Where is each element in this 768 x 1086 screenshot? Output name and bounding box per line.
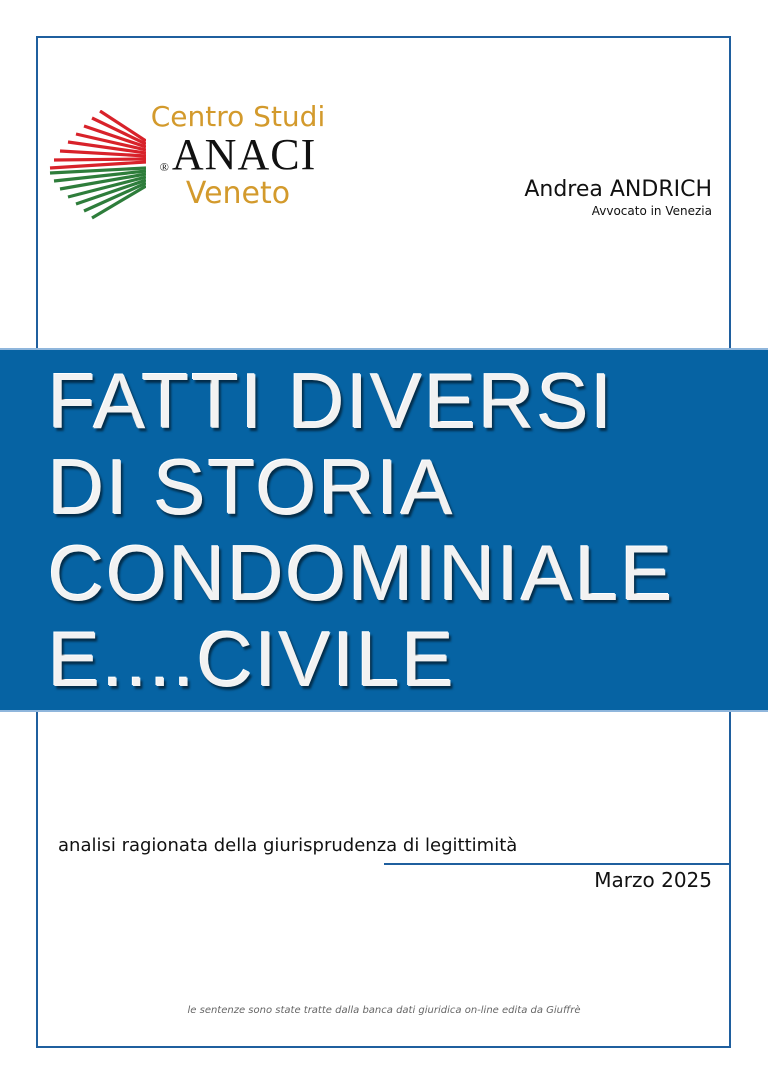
author-role: Avvocato in Venezia: [591, 204, 712, 218]
logo-rays-icon: [46, 110, 146, 220]
footer-note: le sentenze sono state tratte dalla banca dati giuridica on-line edita da Giuffrè: [187, 1005, 581, 1016]
author-name: Andrea ANDRICH: [524, 177, 712, 202]
anaci-logo: [46, 100, 336, 230]
logo-line-centro-studi: Centro Studi: [150, 100, 326, 133]
title-line-4: E....CIVILE: [48, 615, 456, 703]
title-line-1: FATTI DIVERSI: [48, 357, 615, 445]
title-line-3: CONDOMINIALE: [48, 529, 675, 617]
logo-anaci-word: ANACI: [171, 130, 317, 179]
title-line-2: DI STORIA: [48, 443, 455, 531]
logo-line-anaci: [138, 130, 338, 179]
subtitle: analisi ragionata della giurisprudenza di legittimità: [58, 835, 518, 856]
logo-line-veneto: Veneto: [185, 176, 291, 211]
logo-text: [138, 100, 338, 212]
registered-mark: ®: [159, 160, 170, 174]
subtitle-divider: [384, 863, 731, 865]
document-title: [48, 358, 748, 702]
author-block: [524, 176, 712, 218]
publication-date: Marzo 2025: [594, 868, 712, 892]
